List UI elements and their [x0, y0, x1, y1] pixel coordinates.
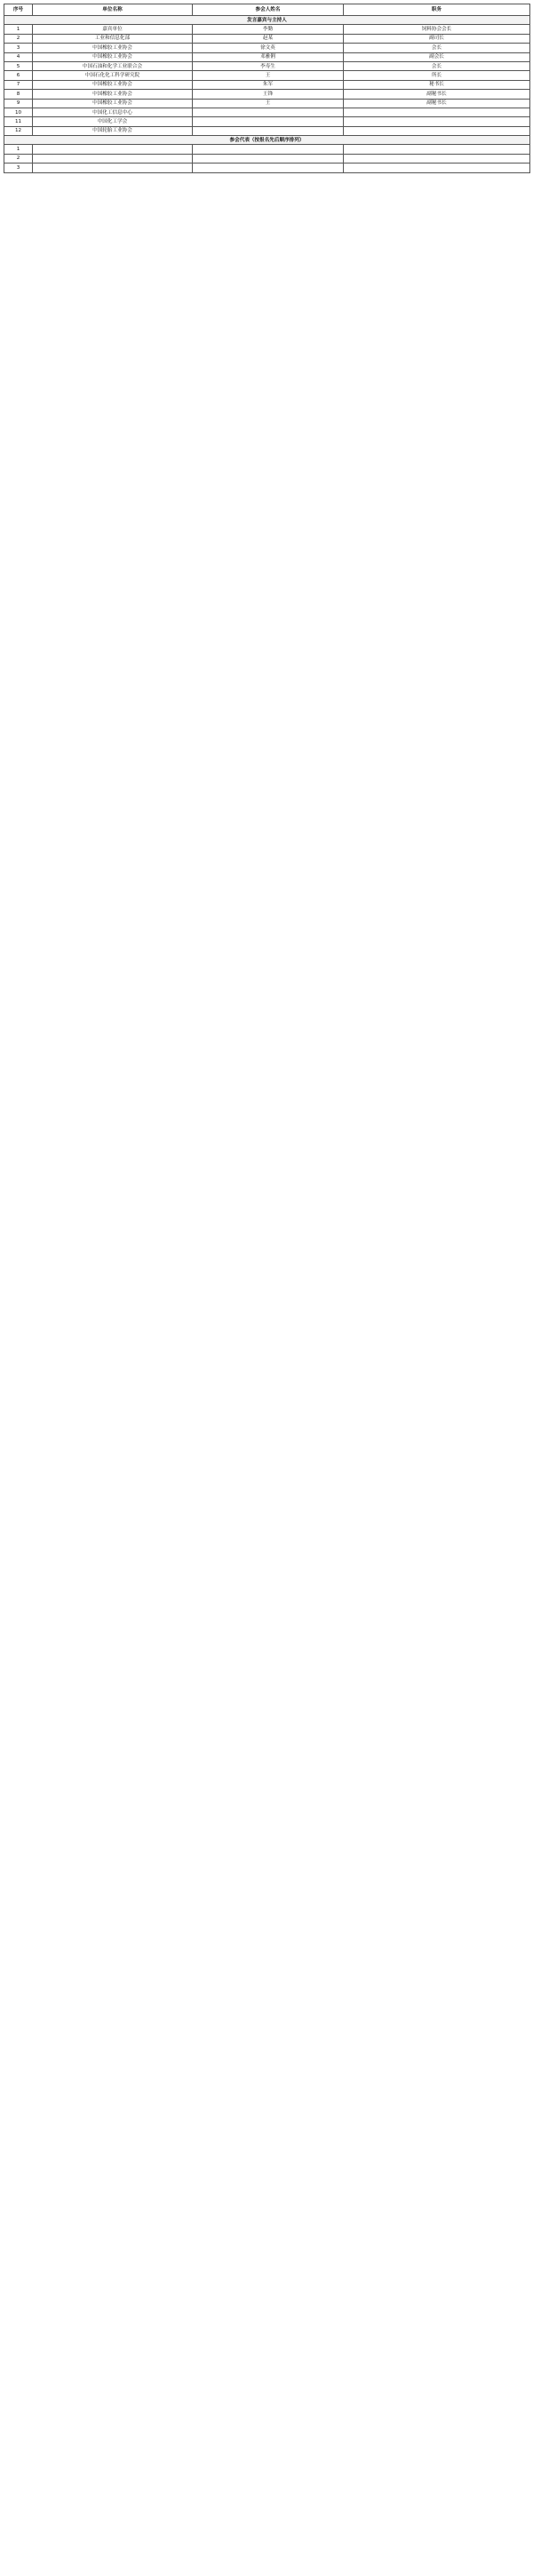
- cell-index: 1: [4, 145, 33, 154]
- cell-name: 徐文英: [193, 44, 344, 52]
- cell-title: [344, 117, 530, 126]
- cell-index: 11: [4, 117, 33, 126]
- cell-org: 工业和信息化部: [33, 34, 193, 43]
- cell-name: 王: [193, 99, 344, 108]
- section-title: 发言嘉宾与主持人: [4, 16, 530, 25]
- table-header-row: [4, 4, 530, 16]
- section-title: 参会代表（按报名先后顺序排列）: [4, 136, 530, 145]
- cell-name: [193, 126, 344, 135]
- cell-org: 中国橡胶工业协会: [33, 52, 193, 61]
- table-row: [4, 71, 530, 80]
- cell-org: 中国橡胶工业协会: [33, 90, 193, 99]
- cell-name: [193, 108, 344, 116]
- cell-org: [33, 145, 193, 154]
- table-row: [4, 108, 530, 116]
- cell-title: 副秘书长: [344, 99, 530, 108]
- cell-name: 赵某: [193, 34, 344, 43]
- cell-title: 会长: [344, 44, 530, 52]
- cell-name: [193, 163, 344, 172]
- cell-title: 副会长: [344, 52, 530, 61]
- cell-name: 邓雅俐: [193, 52, 344, 61]
- table-row: [4, 25, 530, 34]
- attendee-table: [4, 4, 530, 173]
- cell-name: 李寿生: [193, 61, 344, 70]
- cell-org: 中国化工学会: [33, 117, 193, 126]
- cell-index: 6: [4, 71, 33, 80]
- table-row: [4, 99, 530, 108]
- cell-index: 7: [4, 80, 33, 89]
- cell-index: 12: [4, 126, 33, 135]
- header-index: 序号: [4, 4, 33, 16]
- cell-name: 李勤: [193, 25, 344, 34]
- cell-name: 王锋: [193, 90, 344, 99]
- section-row: [4, 136, 530, 145]
- table-row: [4, 61, 530, 70]
- cell-index: 9: [4, 99, 33, 108]
- cell-org: 中国橡胶工业协会: [33, 99, 193, 108]
- cell-index: 3: [4, 44, 33, 52]
- table-row: [4, 117, 530, 126]
- cell-title: [344, 145, 530, 154]
- cell-org: 中国橡胶工业协会: [33, 44, 193, 52]
- cell-title: [344, 126, 530, 135]
- table-row: [4, 154, 530, 163]
- cell-org: [33, 154, 193, 163]
- cell-title: [344, 108, 530, 116]
- cell-title: 会长: [344, 61, 530, 70]
- table-row: [4, 163, 530, 172]
- table-row: [4, 80, 530, 89]
- table-row: [4, 126, 530, 135]
- table-row: [4, 90, 530, 99]
- cell-title: [344, 163, 530, 172]
- header-title: 职务: [344, 4, 530, 16]
- table-row: [4, 34, 530, 43]
- cell-index: 3: [4, 163, 33, 172]
- cell-org: 中国轮胎工业协会: [33, 126, 193, 135]
- cell-index: 10: [4, 108, 33, 116]
- header-org: 单位名称: [33, 4, 193, 16]
- header-name: 参会人姓名: [193, 4, 344, 16]
- cell-index: 5: [4, 61, 33, 70]
- cell-org: 中国化工信息中心: [33, 108, 193, 116]
- cell-name: [193, 117, 344, 126]
- cell-org: 中国石化化工科学研究院: [33, 71, 193, 80]
- cell-title: 秘书长: [344, 80, 530, 89]
- cell-org: 中国橡胶工业协会: [33, 80, 193, 89]
- cell-title: 副司长: [344, 34, 530, 43]
- cell-org: 中国石油和化学工业联合会: [33, 61, 193, 70]
- cell-name: 王: [193, 71, 344, 80]
- cell-index: 4: [4, 52, 33, 61]
- table-row: [4, 52, 530, 61]
- cell-title: 副秘书长: [344, 90, 530, 99]
- cell-index: 1: [4, 25, 33, 34]
- cell-index: 8: [4, 90, 33, 99]
- table-row: [4, 145, 530, 154]
- cell-title: [344, 154, 530, 163]
- cell-title: 饲料协会会长: [344, 25, 530, 34]
- cell-title: 所长: [344, 71, 530, 80]
- table-row: [4, 44, 530, 52]
- cell-index: 2: [4, 154, 33, 163]
- cell-org: 嘉宾单位: [33, 25, 193, 34]
- cell-org: [33, 163, 193, 172]
- section-row: [4, 16, 530, 25]
- cell-name: [193, 145, 344, 154]
- cell-index: 2: [4, 34, 33, 43]
- cell-name: [193, 154, 344, 163]
- cell-name: 朱军: [193, 80, 344, 89]
